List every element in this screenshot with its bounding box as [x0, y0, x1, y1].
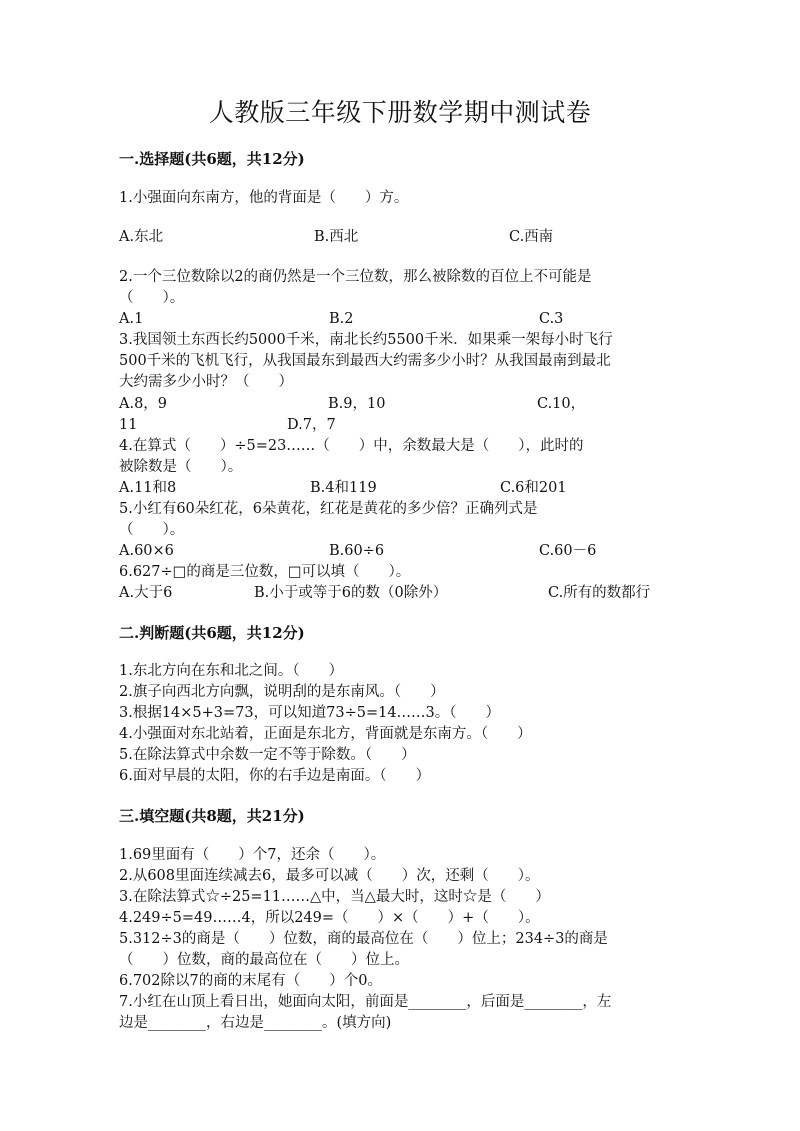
- choice-q2-option-c: C.3: [539, 311, 564, 327]
- judge-q4: 4.小强面对东北站着，正面是东北方，背面就是东南方。（ ）: [119, 726, 532, 742]
- judge-q3: 3.根据14×5+3=73，可以知道73÷5=14……3。（ ）: [119, 705, 501, 721]
- judge-q5: 5.在除法算式中余数一定不等于除数。（ ）: [119, 747, 416, 763]
- fill-q6: 6.702除以7的商的末尾有（ ）个0。: [119, 973, 382, 989]
- fill-q3: 3.在除法算式☆÷25=11……△中，当△最大时，这时☆是（ ）: [119, 889, 550, 905]
- choice-q6-option-a: A.大于6: [119, 585, 173, 601]
- fill-q7-line2: 边是________，右边是________。(填方向): [119, 1015, 392, 1031]
- choice-q5-option-b: B.60÷6: [329, 543, 385, 559]
- choice-q4-option-a: A.11和8: [119, 480, 177, 496]
- fill-q4: 4.249÷5=49……4，所以249=（ ）×（ ）+（ ）。: [119, 910, 540, 926]
- choice-q6-option-b: B.小于或等于6的数（0除外）: [254, 585, 448, 601]
- choice-q4-option-b: B.4和119: [310, 480, 377, 496]
- choice-q4-stem-line2: 被除数是（ ）。: [119, 459, 243, 475]
- choice-q1-option-c: C.西南: [509, 229, 554, 245]
- judge-q6: 6.面对早晨的太阳，你的右手边是南面。（ ）: [119, 768, 431, 784]
- choice-q2-option-a: A.1: [119, 311, 144, 327]
- choice-q3-stem-line1: 3.我国领土东西长约5000千米，南北长约5500千米．如果乘一架每小时飞行: [119, 332, 613, 348]
- choice-q3-option-d: D.7，7: [287, 417, 336, 433]
- section-heading-choice: 一.选择题(共6题，共12分): [119, 150, 305, 168]
- fill-q1: 1.69里面有（ ）个7，还余（ ）。: [119, 847, 386, 863]
- fill-q2: 2.从608里面连续减去6，最多可以减（ ）次，还剩（ ）。: [119, 868, 540, 884]
- choice-q3-option-c: C.10，: [537, 396, 586, 412]
- choice-q5-stem-line1: 5.小红有60朵红花，6朵黄花，红花是黄花的多少倍？正确列式是: [119, 501, 538, 517]
- choice-q1-stem: 1.小强面向东南方，他的背面是（ ）方。: [119, 190, 409, 206]
- choice-q2-stem-line2: （ ）。: [119, 290, 185, 306]
- choice-q6-stem: 6.627÷□的商是三位数，□可以填（ ）。: [119, 564, 411, 580]
- choice-q1-option-b: B.西北: [314, 229, 359, 245]
- fill-q5-line1: 5.312÷3的商是（ ）位数，商的最高位在（ ）位上；234÷3的商是: [119, 931, 608, 947]
- choice-q4-stem-line1: 4.在算式（ ）÷5=23……（ ）中，余数最大是（ ），此时的: [119, 438, 584, 454]
- judge-q2: 2.旗子向西北方向飘，说明刮的是东南风。（ ）: [119, 684, 445, 700]
- section-heading-fill: 三.填空题(共8题，共21分): [119, 807, 305, 825]
- fill-q5-line2: （ ）位数，商的最高位在（ ）位上。: [119, 952, 409, 968]
- choice-q5-option-a: A.60×6: [119, 543, 174, 559]
- page-title: 人教版三年级下册数学期中测试卷: [208, 98, 592, 127]
- choice-q3-stem-line3: 大约需多少小时？（ ）: [119, 374, 293, 390]
- choice-q3-stem-line2: 500千米的飞机飞行，从我国最东到最西大约需多少小时？从我国最南到最北: [119, 353, 611, 369]
- choice-q2-stem-line1: 2.一个三位数除以2的商仍然是一个三位数，那么被除数的百位上不可能是: [119, 269, 592, 285]
- section-heading-judge: 二.判断题(共6题，共12分): [119, 624, 305, 642]
- choice-q3-option-b: B.9，10: [328, 396, 386, 412]
- choice-q2-option-b: B.2: [329, 311, 354, 327]
- choice-q5-stem-line2: （ ）。: [119, 522, 185, 538]
- choice-q5-option-c: C.60－6: [539, 543, 597, 559]
- choice-q1-option-a: A.东北: [119, 229, 164, 245]
- choice-q3-option-c-cont: 11: [119, 417, 138, 433]
- choice-q3-option-a: A.8，9: [119, 396, 168, 412]
- choice-q4-option-c: C.6和201: [500, 480, 567, 496]
- judge-q1: 1.东北方向在东和北之间。（ ）: [119, 663, 344, 679]
- choice-q6-option-c: C.所有的数都行: [548, 585, 651, 601]
- fill-q7-line1: 7.小红在山顶上看日出，她面向太阳，前面是________，后面是________，左: [119, 994, 612, 1010]
